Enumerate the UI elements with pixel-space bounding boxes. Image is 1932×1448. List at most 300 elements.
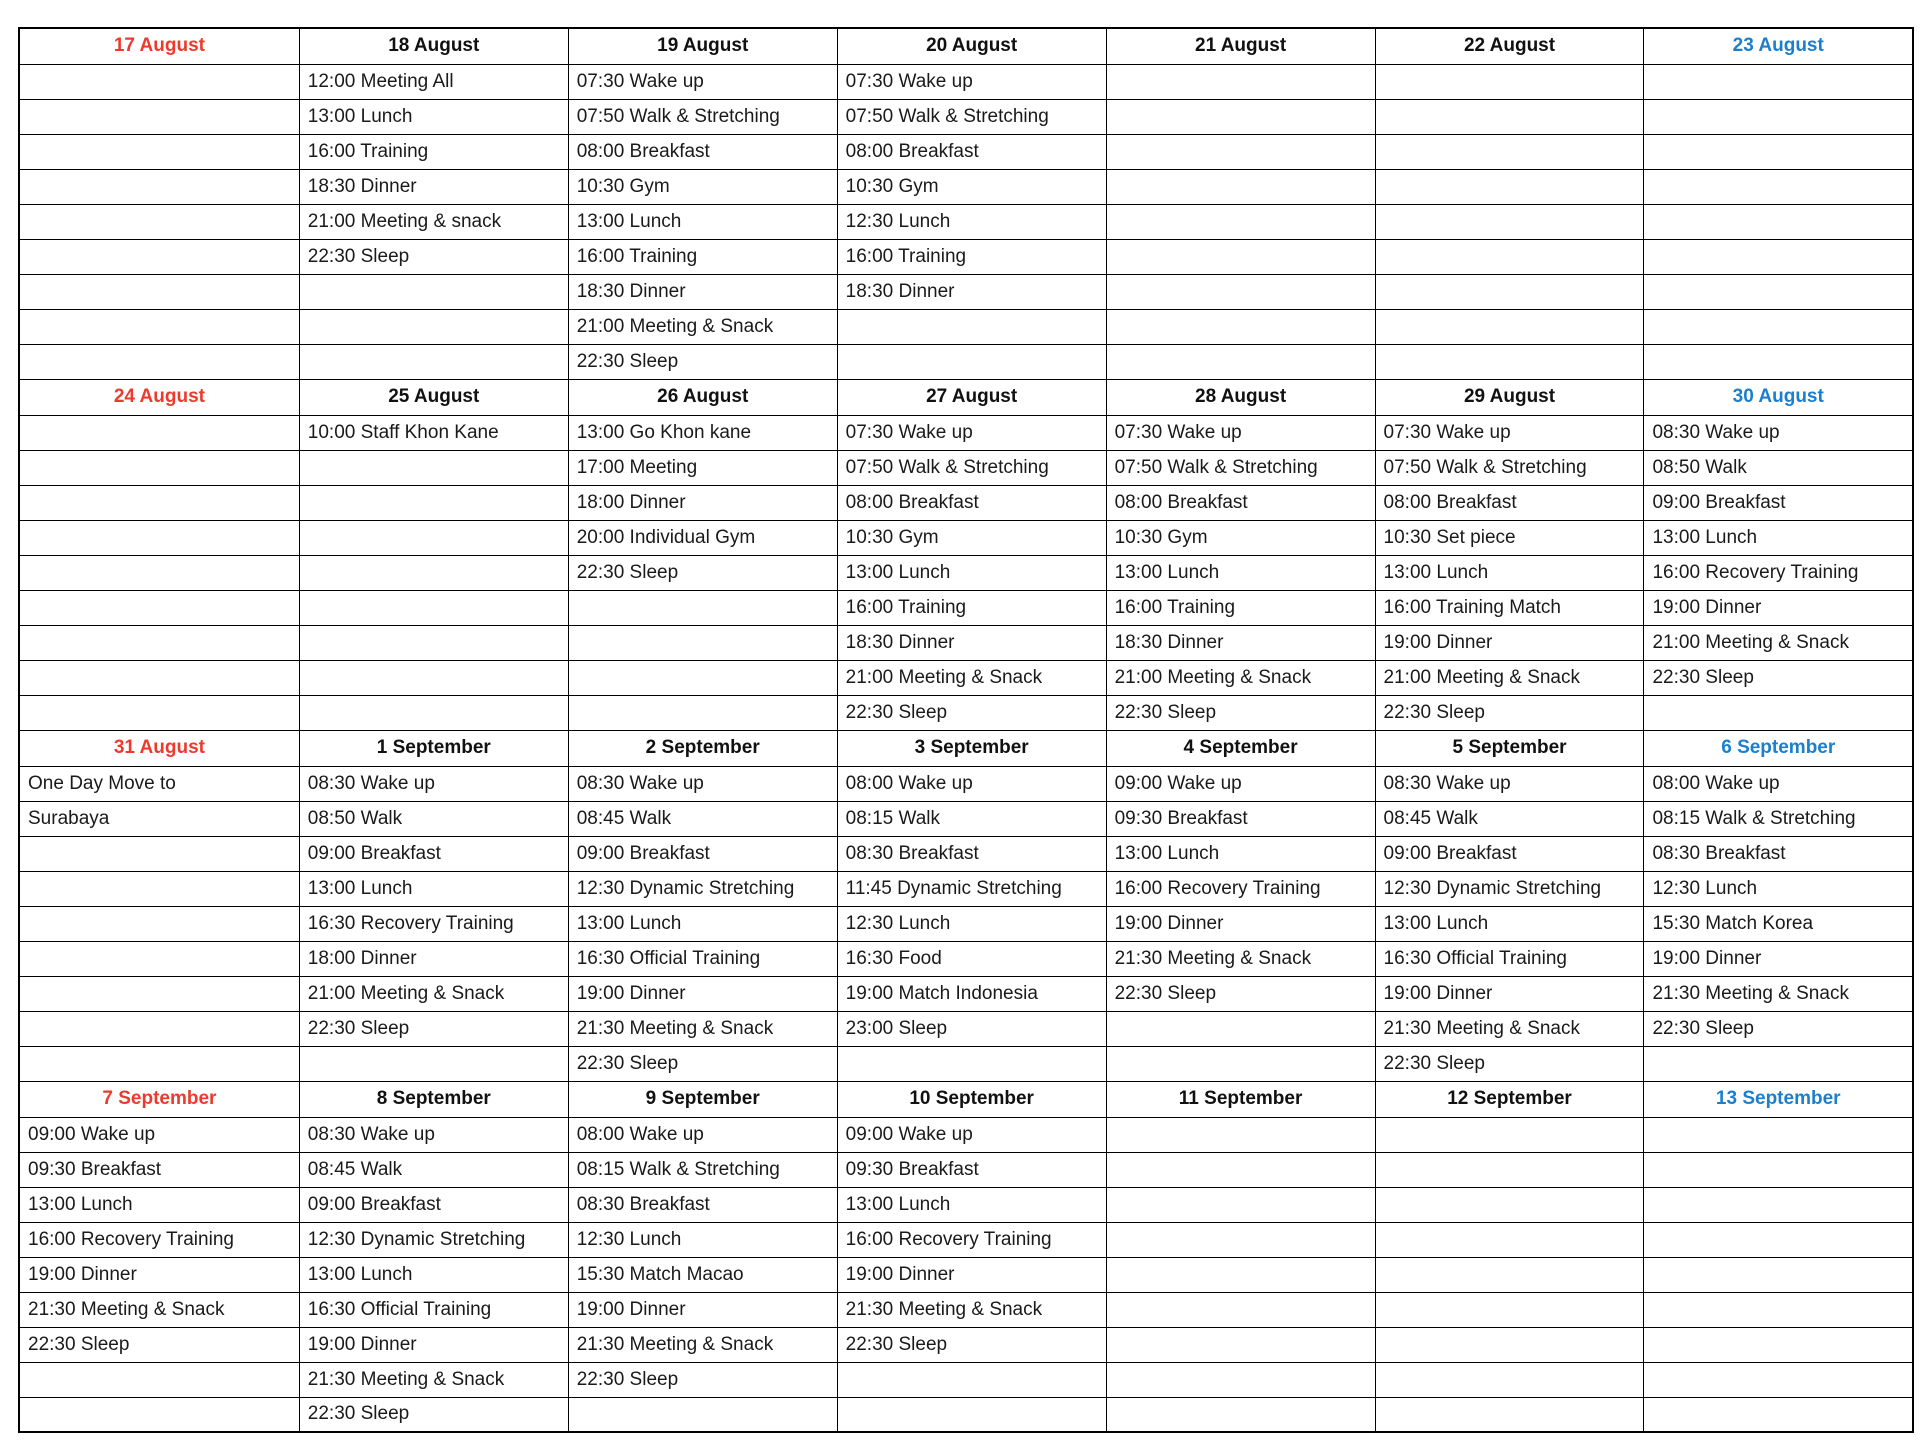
event-cell: 16:30 Food <box>837 941 1106 976</box>
event-row <box>19 309 1913 344</box>
event-cell: 08:30 Wake up <box>1644 415 1913 450</box>
event-cell: 08:30 Wake up <box>299 1117 568 1152</box>
week-header-row <box>19 1081 1913 1117</box>
event-cell: 08:45 Walk <box>299 1152 568 1187</box>
empty-cell <box>299 695 568 730</box>
empty-cell <box>1106 239 1375 274</box>
empty-cell <box>1644 64 1913 99</box>
event-row <box>19 1117 1913 1152</box>
event-cell: 10:30 Gym <box>568 169 837 204</box>
date-header: 23 August <box>1644 28 1913 64</box>
event-cell: 09:00 Wake up <box>837 1117 1106 1152</box>
event-cell: 13:00 Lunch <box>837 1187 1106 1222</box>
empty-cell <box>1644 1152 1913 1187</box>
event-cell: 15:30 Match Macao <box>568 1257 837 1292</box>
week-header-row <box>19 379 1913 415</box>
event-cell: 08:30 Breakfast <box>568 1187 837 1222</box>
date-header: 27 August <box>837 379 1106 415</box>
date-header: 29 August <box>1375 379 1644 415</box>
event-cell: 12:30 Lunch <box>1644 871 1913 906</box>
event-cell: 18:00 Dinner <box>568 485 837 520</box>
empty-cell <box>837 309 1106 344</box>
event-cell: 09:00 Breakfast <box>299 1187 568 1222</box>
empty-cell <box>19 1046 299 1081</box>
empty-cell <box>19 1011 299 1046</box>
empty-cell <box>1106 134 1375 169</box>
date-header: 18 August <box>299 28 568 64</box>
event-cell: 08:45 Walk <box>568 801 837 836</box>
empty-cell <box>1375 1292 1644 1327</box>
event-cell: 08:30 Wake up <box>299 766 568 801</box>
event-cell: 08:00 Breakfast <box>568 134 837 169</box>
empty-cell <box>1106 204 1375 239</box>
event-row <box>19 485 1913 520</box>
event-cell: 08:50 Walk <box>299 801 568 836</box>
event-cell: 13:00 Go Khon kane <box>568 415 837 450</box>
empty-cell <box>1106 1187 1375 1222</box>
event-cell: 07:30 Wake up <box>568 64 837 99</box>
empty-cell <box>1375 64 1644 99</box>
empty-cell <box>19 906 299 941</box>
week-header-row <box>19 730 1913 766</box>
empty-cell <box>1375 1152 1644 1187</box>
empty-cell <box>1106 1117 1375 1152</box>
event-cell: 08:00 Wake up <box>568 1117 837 1152</box>
empty-cell <box>1644 239 1913 274</box>
date-header: 3 September <box>837 730 1106 766</box>
event-cell: 21:30 Meeting & Snack <box>1375 1011 1644 1046</box>
empty-cell <box>1106 99 1375 134</box>
event-row <box>19 1327 1913 1362</box>
event-cell: 13:00 Lunch <box>568 906 837 941</box>
event-cell: 23:00 Sleep <box>837 1011 1106 1046</box>
event-row <box>19 906 1913 941</box>
event-cell: 12:00 Meeting All <box>299 64 568 99</box>
event-cell: Surabaya <box>19 801 299 836</box>
event-cell: 10:30 Gym <box>1106 520 1375 555</box>
event-cell: 08:00 Wake up <box>1644 766 1913 801</box>
event-cell: 10:30 Gym <box>837 169 1106 204</box>
date-header: 8 September <box>299 1081 568 1117</box>
event-cell: 19:00 Dinner <box>1106 906 1375 941</box>
date-header: 10 September <box>837 1081 1106 1117</box>
event-cell: 18:30 Dinner <box>837 625 1106 660</box>
event-cell: 18:00 Dinner <box>299 941 568 976</box>
event-cell: 22:30 Sleep <box>568 555 837 590</box>
event-cell: 08:50 Walk <box>1644 450 1913 485</box>
event-cell: 13:00 Lunch <box>1106 555 1375 590</box>
event-cell: 16:00 Training <box>837 590 1106 625</box>
event-row <box>19 590 1913 625</box>
date-header: 11 September <box>1106 1081 1375 1117</box>
event-cell: 19:00 Dinner <box>837 1257 1106 1292</box>
event-cell: 21:30 Meeting & Snack <box>299 1362 568 1397</box>
event-cell: 19:00 Dinner <box>299 1327 568 1362</box>
event-cell: 12:30 Dynamic Stretching <box>568 871 837 906</box>
empty-cell <box>19 99 299 134</box>
event-row <box>19 1152 1913 1187</box>
date-header: 1 September <box>299 730 568 766</box>
event-row <box>19 274 1913 309</box>
empty-cell <box>19 64 299 99</box>
event-row <box>19 1046 1913 1081</box>
event-cell: 21:00 Meeting & Snack <box>1106 660 1375 695</box>
date-header: 20 August <box>837 28 1106 64</box>
event-cell: 19:00 Dinner <box>19 1257 299 1292</box>
event-row <box>19 625 1913 660</box>
event-cell: 16:00 Recovery Training <box>837 1222 1106 1257</box>
event-cell: 07:50 Walk & Stretching <box>1375 450 1644 485</box>
event-row <box>19 344 1913 379</box>
date-header: 26 August <box>568 379 837 415</box>
event-cell: 22:30 Sleep <box>299 239 568 274</box>
empty-cell <box>1375 134 1644 169</box>
event-cell: 22:30 Sleep <box>1644 660 1913 695</box>
event-cell: 19:00 Dinner <box>1644 941 1913 976</box>
event-cell: 08:45 Walk <box>1375 801 1644 836</box>
empty-cell <box>19 871 299 906</box>
event-cell: 21:00 Meeting & Snack <box>299 976 568 1011</box>
empty-cell <box>568 590 837 625</box>
event-cell: 21:00 Meeting & Snack <box>568 309 837 344</box>
empty-cell <box>568 660 837 695</box>
empty-cell <box>568 1397 837 1432</box>
event-cell: 22:30 Sleep <box>1106 695 1375 730</box>
event-cell: 08:00 Wake up <box>837 766 1106 801</box>
empty-cell <box>1644 134 1913 169</box>
empty-cell <box>1644 1117 1913 1152</box>
event-cell: 16:30 Official Training <box>299 1292 568 1327</box>
event-row <box>19 169 1913 204</box>
event-cell: 22:30 Sleep <box>1375 695 1644 730</box>
date-header: 28 August <box>1106 379 1375 415</box>
empty-cell <box>299 485 568 520</box>
event-row <box>19 1292 1913 1327</box>
empty-cell <box>1375 169 1644 204</box>
event-cell: 22:30 Sleep <box>568 344 837 379</box>
event-row <box>19 555 1913 590</box>
date-header: 24 August <box>19 379 299 415</box>
event-cell: 13:00 Lunch <box>299 1257 568 1292</box>
event-cell: 09:00 Breakfast <box>568 836 837 871</box>
event-cell: 16:30 Official Training <box>568 941 837 976</box>
date-header: 19 August <box>568 28 837 64</box>
event-cell: 22:30 Sleep <box>568 1046 837 1081</box>
event-cell: 22:30 Sleep <box>19 1327 299 1362</box>
empty-cell <box>19 274 299 309</box>
event-cell: 18:30 Dinner <box>299 169 568 204</box>
empty-cell <box>1106 64 1375 99</box>
event-cell: 07:50 Walk & Stretching <box>837 99 1106 134</box>
event-row <box>19 941 1913 976</box>
empty-cell <box>19 941 299 976</box>
event-cell: 07:50 Walk & Stretching <box>1106 450 1375 485</box>
date-header: 7 September <box>19 1081 299 1117</box>
week-header-row <box>19 28 1913 64</box>
event-cell: 21:30 Meeting & Snack <box>568 1011 837 1046</box>
empty-cell <box>19 625 299 660</box>
event-cell: 16:00 Training <box>1106 590 1375 625</box>
event-row <box>19 801 1913 836</box>
event-row <box>19 871 1913 906</box>
event-cell: 12:30 Lunch <box>837 906 1106 941</box>
event-row <box>19 204 1913 239</box>
event-row <box>19 695 1913 730</box>
event-cell: 12:30 Lunch <box>568 1222 837 1257</box>
empty-cell <box>568 695 837 730</box>
date-header: 30 August <box>1644 379 1913 415</box>
empty-cell <box>299 450 568 485</box>
empty-cell <box>1106 169 1375 204</box>
event-cell: 10:30 Set piece <box>1375 520 1644 555</box>
event-cell: 13:00 Lunch <box>1644 520 1913 555</box>
empty-cell <box>19 415 299 450</box>
empty-cell <box>1106 1327 1375 1362</box>
event-cell: 08:30 Breakfast <box>837 836 1106 871</box>
event-row <box>19 415 1913 450</box>
event-cell: 08:00 Breakfast <box>1375 485 1644 520</box>
empty-cell <box>1644 99 1913 134</box>
event-cell: 22:30 Sleep <box>299 1011 568 1046</box>
date-header: 5 September <box>1375 730 1644 766</box>
event-cell: 16:00 Recovery Training <box>1106 871 1375 906</box>
empty-cell <box>1375 309 1644 344</box>
empty-cell <box>19 309 299 344</box>
empty-cell <box>837 1397 1106 1432</box>
empty-cell <box>299 625 568 660</box>
empty-cell <box>19 450 299 485</box>
empty-cell <box>19 344 299 379</box>
date-header: 22 August <box>1375 28 1644 64</box>
empty-cell <box>19 520 299 555</box>
event-cell: 12:30 Dynamic Stretching <box>1375 871 1644 906</box>
empty-cell <box>299 309 568 344</box>
event-cell: 13:00 Lunch <box>299 871 568 906</box>
event-cell: 15:30 Match Korea <box>1644 906 1913 941</box>
event-cell: 19:00 Match Indonesia <box>837 976 1106 1011</box>
event-row <box>19 1257 1913 1292</box>
empty-cell <box>299 274 568 309</box>
empty-cell <box>299 1046 568 1081</box>
empty-cell <box>1375 204 1644 239</box>
date-header: 21 August <box>1106 28 1375 64</box>
empty-cell <box>1106 1257 1375 1292</box>
event-cell: 07:30 Wake up <box>837 415 1106 450</box>
empty-cell <box>19 169 299 204</box>
empty-cell <box>19 204 299 239</box>
event-row <box>19 1222 1913 1257</box>
event-cell: 09:00 Breakfast <box>1375 836 1644 871</box>
event-cell: 07:50 Walk & Stretching <box>837 450 1106 485</box>
event-cell: 08:15 Walk & Stretching <box>1644 801 1913 836</box>
empty-cell <box>19 485 299 520</box>
empty-cell <box>1375 1327 1644 1362</box>
date-header: 2 September <box>568 730 837 766</box>
empty-cell <box>1375 99 1644 134</box>
empty-cell <box>19 590 299 625</box>
event-cell: 16:00 Recovery Training <box>19 1222 299 1257</box>
empty-cell <box>1375 1362 1644 1397</box>
date-header: 6 September <box>1644 730 1913 766</box>
empty-cell <box>1644 1292 1913 1327</box>
empty-cell <box>1644 1397 1913 1432</box>
event-row <box>19 1011 1913 1046</box>
event-cell: 12:30 Dynamic Stretching <box>299 1222 568 1257</box>
event-cell: 13:00 Lunch <box>568 204 837 239</box>
event-cell: 08:30 Wake up <box>1375 766 1644 801</box>
event-cell: One Day Move to <box>19 766 299 801</box>
empty-cell <box>1375 1397 1644 1432</box>
empty-cell <box>19 1362 299 1397</box>
event-cell: 22:30 Sleep <box>1644 1011 1913 1046</box>
event-row <box>19 99 1913 134</box>
empty-cell <box>19 555 299 590</box>
event-cell: 18:30 Dinner <box>568 274 837 309</box>
event-cell: 20:00 Individual Gym <box>568 520 837 555</box>
event-cell: 22:30 Sleep <box>568 1362 837 1397</box>
event-cell: 16:30 Recovery Training <box>299 906 568 941</box>
event-cell: 09:00 Wake up <box>19 1117 299 1152</box>
event-cell: 08:15 Walk & Stretching <box>568 1152 837 1187</box>
event-cell: 19:00 Dinner <box>568 1292 837 1327</box>
event-row <box>19 766 1913 801</box>
date-header: 25 August <box>299 379 568 415</box>
event-cell: 09:00 Breakfast <box>1644 485 1913 520</box>
event-row <box>19 64 1913 99</box>
event-cell: 09:30 Breakfast <box>837 1152 1106 1187</box>
event-cell: 19:00 Dinner <box>568 976 837 1011</box>
event-row <box>19 1362 1913 1397</box>
event-cell: 18:30 Dinner <box>837 274 1106 309</box>
event-row <box>19 1397 1913 1432</box>
event-cell: 21:30 Meeting & Snack <box>1106 941 1375 976</box>
empty-cell <box>1375 1222 1644 1257</box>
event-cell: 10:30 Gym <box>837 520 1106 555</box>
empty-cell <box>19 239 299 274</box>
empty-cell <box>1644 169 1913 204</box>
empty-cell <box>1644 344 1913 379</box>
empty-cell <box>1644 274 1913 309</box>
date-header: 17 August <box>19 28 299 64</box>
event-row <box>19 520 1913 555</box>
event-cell: 19:00 Dinner <box>1375 976 1644 1011</box>
empty-cell <box>1106 1222 1375 1257</box>
event-cell: 12:30 Lunch <box>837 204 1106 239</box>
empty-cell <box>1375 274 1644 309</box>
event-row <box>19 836 1913 871</box>
empty-cell <box>837 1362 1106 1397</box>
event-cell: 13:00 Lunch <box>19 1187 299 1222</box>
empty-cell <box>568 625 837 660</box>
event-cell: 11:45 Dynamic Stretching <box>837 871 1106 906</box>
event-cell: 22:30 Sleep <box>837 695 1106 730</box>
empty-cell <box>19 976 299 1011</box>
event-cell: 21:30 Meeting & Snack <box>1644 976 1913 1011</box>
empty-cell <box>1644 204 1913 239</box>
event-row <box>19 239 1913 274</box>
event-cell: 07:30 Wake up <box>1375 415 1644 450</box>
event-row <box>19 660 1913 695</box>
empty-cell <box>1106 274 1375 309</box>
empty-cell <box>1106 1011 1375 1046</box>
training-schedule-table <box>18 27 1914 1433</box>
empty-cell <box>19 660 299 695</box>
empty-cell <box>299 660 568 695</box>
empty-cell <box>1644 1257 1913 1292</box>
event-cell: 09:30 Breakfast <box>19 1152 299 1187</box>
event-cell: 16:00 Training <box>568 239 837 274</box>
event-cell: 07:30 Wake up <box>837 64 1106 99</box>
event-cell: 18:30 Dinner <box>1106 625 1375 660</box>
event-cell: 13:00 Lunch <box>1375 555 1644 590</box>
empty-cell <box>1375 239 1644 274</box>
event-cell: 09:00 Breakfast <box>299 836 568 871</box>
event-row <box>19 450 1913 485</box>
event-cell: 16:30 Official Training <box>1375 941 1644 976</box>
event-row <box>19 976 1913 1011</box>
empty-cell <box>1106 344 1375 379</box>
date-header: 31 August <box>19 730 299 766</box>
event-cell: 08:15 Walk <box>837 801 1106 836</box>
event-cell: 21:00 Meeting & Snack <box>1375 660 1644 695</box>
date-header: 4 September <box>1106 730 1375 766</box>
event-cell: 16:00 Training <box>299 134 568 169</box>
event-cell: 13:00 Lunch <box>299 99 568 134</box>
event-cell: 17:00 Meeting <box>568 450 837 485</box>
event-cell: 09:30 Breakfast <box>1106 801 1375 836</box>
empty-cell <box>299 520 568 555</box>
event-cell: 19:00 Dinner <box>1375 625 1644 660</box>
empty-cell <box>299 555 568 590</box>
empty-cell <box>1644 1327 1913 1362</box>
event-cell: 07:50 Walk & Stretching <box>568 99 837 134</box>
empty-cell <box>19 695 299 730</box>
event-cell: 22:30 Sleep <box>299 1397 568 1432</box>
event-cell: 21:30 Meeting & Snack <box>837 1292 1106 1327</box>
event-cell: 19:00 Dinner <box>1644 590 1913 625</box>
event-cell: 08:30 Breakfast <box>1644 836 1913 871</box>
event-cell: 13:00 Lunch <box>1106 836 1375 871</box>
empty-cell <box>19 1397 299 1432</box>
event-cell: 21:00 Meeting & Snack <box>837 660 1106 695</box>
event-cell: 21:00 Meeting & Snack <box>1644 625 1913 660</box>
event-cell: 07:30 Wake up <box>1106 415 1375 450</box>
event-cell: 08:00 Breakfast <box>1106 485 1375 520</box>
empty-cell <box>1644 1046 1913 1081</box>
empty-cell <box>1106 1362 1375 1397</box>
event-cell: 16:00 Training Match <box>1375 590 1644 625</box>
empty-cell <box>1644 1187 1913 1222</box>
empty-cell <box>837 344 1106 379</box>
event-cell: 22:30 Sleep <box>837 1327 1106 1362</box>
event-cell: 08:00 Breakfast <box>837 485 1106 520</box>
date-header: 12 September <box>1375 1081 1644 1117</box>
empty-cell <box>299 590 568 625</box>
date-header: 9 September <box>568 1081 837 1117</box>
event-cell: 21:30 Meeting & Snack <box>568 1327 837 1362</box>
event-cell: 13:00 Lunch <box>837 555 1106 590</box>
event-cell: 13:00 Lunch <box>1375 906 1644 941</box>
event-cell: 10:00 Staff Khon Kane <box>299 415 568 450</box>
event-cell: 21:30 Meeting & Snack <box>19 1292 299 1327</box>
empty-cell <box>837 1046 1106 1081</box>
empty-cell <box>1644 1362 1913 1397</box>
schedule-table-body <box>19 28 1913 1432</box>
empty-cell <box>299 344 568 379</box>
empty-cell <box>1644 309 1913 344</box>
empty-cell <box>1644 1222 1913 1257</box>
empty-cell <box>1106 1046 1375 1081</box>
